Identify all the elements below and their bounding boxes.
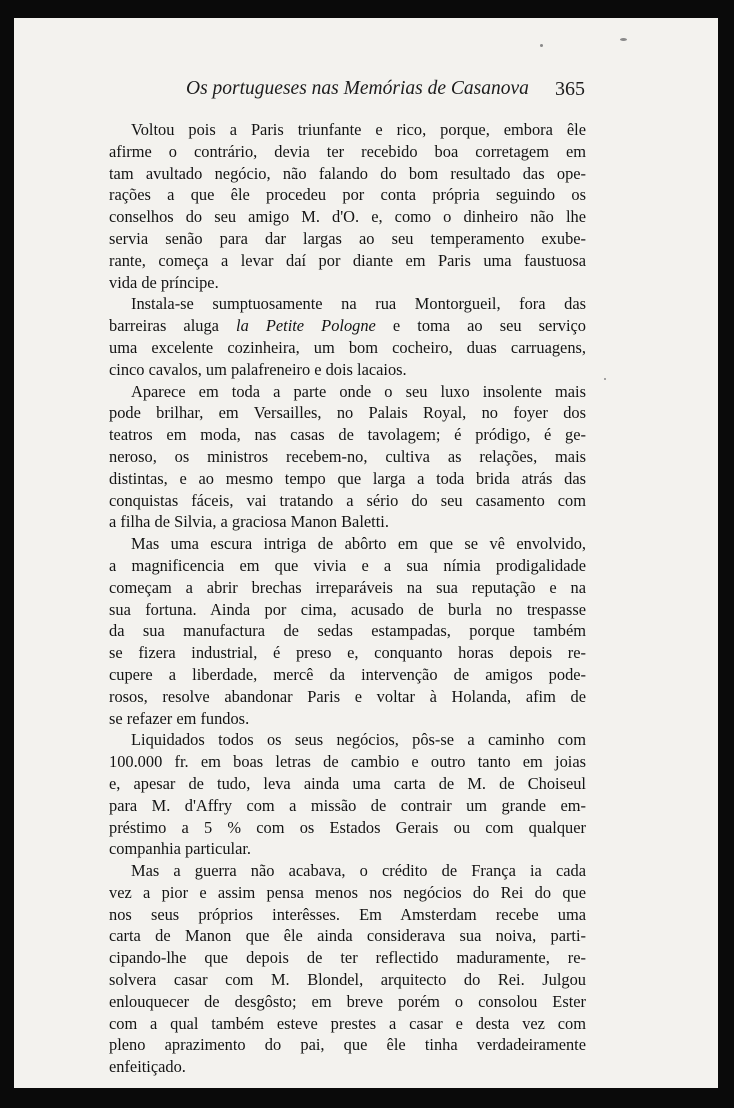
text-line: começam a abrir brechas irreparáveis na sua reputação e na	[109, 577, 586, 597]
text-line: enfeitiçado.	[109, 1057, 186, 1077]
text-line: cinco cavalos, um palafreneiro e dois lacaios.	[109, 359, 407, 379]
text-line: neroso, os ministros recebem-no, cultiva as relações, mais	[109, 446, 586, 466]
text-line: rosos, resolve abandonar Paris e voltar à Holanda, afim de	[109, 686, 586, 706]
text-line: uma excelente cozinheira, um bom cocheiro, duas carruagens,	[109, 337, 586, 357]
running-title: Os portugueses nas Memórias de Casanova	[186, 78, 529, 99]
text-line: pleno aprazimento do pai, que êle tinha verdadeiramente	[109, 1035, 586, 1055]
book-page	[14, 18, 718, 1088]
text-line: rações a que êle procedeu por conta própria seguindo os	[109, 185, 586, 205]
text-line: vez a pior e assim pensa menos nos negócios do Rei do que	[109, 882, 586, 902]
text-line: a magnificencia em que vivia e a sua nímia prodigalidade	[109, 555, 586, 575]
text-line: carta de Manon que êle ainda considerava sua noiva, parti-	[109, 926, 586, 946]
text-line: a filha de Silvia, a graciosa Manon Baletti.	[109, 512, 389, 532]
paper-speck	[604, 378, 606, 380]
text-line: solvera casar com M. Blondel, arquitecto do Rei. Julgou	[109, 970, 586, 990]
text-line: 100.000 fr. em boas letras de cambio e outro tanto em joias	[109, 752, 586, 772]
text-line: enlouquecer de desgôsto; em breve porém o consolou Ester	[109, 991, 586, 1011]
text-line: Liquidados todos os seus negócios, pôs-se a caminho com	[131, 730, 586, 750]
text-line: barreiras aluga la Petite Pologne e toma ao seu serviço	[109, 316, 586, 336]
text-line: vida de príncipe.	[109, 272, 219, 292]
text-line: tam avultado negócio, não falando do bom resultado das ope-	[109, 163, 586, 183]
text-line: conselhos do seu amigo M. d'O. e, como o dinheiro não lhe	[109, 207, 586, 227]
paper-speck	[620, 38, 627, 41]
text-line: se fizera industrial, é preso e, conquanto horas depois re-	[109, 643, 586, 663]
text-line: servia senão para dar largas ao seu temperamento exube-	[109, 228, 586, 248]
text-line: conquistas fáceis, vai tratando a sério do seu casamento com	[109, 490, 586, 510]
text-line: Mas a guerra não acabava, o crédito de França ia cada	[131, 861, 586, 881]
paragraph	[109, 860, 586, 1078]
paragraph	[109, 293, 586, 380]
text-line: se refazer em fundos.	[109, 708, 250, 728]
text-line: com a qual também esteve prestes a casar e desta vez com	[109, 1013, 586, 1033]
text-line: afirme o contrário, devia ter recebido boa corretagem em	[109, 141, 586, 161]
paragraph	[109, 381, 586, 534]
text-line: nos seus próprios interêsses. Em Amsterdam recebe uma	[109, 904, 586, 924]
italic-title: la Petite Pologne	[236, 316, 376, 336]
text-line: préstimo a 5 % com os Estados Gerais ou com qualquer	[109, 817, 586, 837]
text-line: pode brilhar, em Versailles, no Palais Royal, no foyer dos	[109, 403, 586, 423]
text-line: Instala-se sumptuosamente na rua Montorgueil, fora das	[131, 294, 586, 314]
paragraph	[109, 729, 586, 860]
text-line: companhia particular.	[109, 839, 251, 859]
text-line: Aparece em toda a parte onde o seu luxo insolente mais	[131, 381, 586, 401]
page-number: 365	[555, 78, 585, 100]
text-line: cupere a liberdade, mercê da intervenção de amigos pode-	[109, 664, 586, 684]
running-head	[14, 78, 718, 104]
text-line: para M. d'Affry com a missão de contrair um grande em-	[109, 795, 586, 815]
paragraph	[109, 119, 586, 293]
text-line: teatros em moda, nas casas de tavolagem; é pródigo, é ge-	[109, 425, 586, 445]
text-line: rante, começa a levar daí por diante em Paris uma faustuosa	[109, 250, 586, 270]
text-line: Voltou pois a Paris triunfante e rico, porque, embora êle	[131, 120, 586, 139]
text-line: cipando-lhe que depois de ter reflectido maduramente, re-	[109, 948, 586, 968]
text-line: e, apesar de tudo, leva ainda uma carta de M. de Choiseul	[109, 773, 586, 793]
text-line: sua fortuna. Ainda por cima, acusado de burla no trespasse	[109, 599, 586, 619]
text-line: da sua manufactura de sedas estampadas, porque também	[109, 621, 586, 641]
body-text	[109, 119, 586, 1078]
paper-speck	[540, 44, 543, 47]
text-line: Mas uma escura intriga de abôrto em que se vê envolvido,	[131, 534, 586, 554]
paragraph	[109, 533, 586, 729]
text-line: distintas, e ao mesmo tempo que larga a toda brida atrás das	[109, 468, 586, 488]
